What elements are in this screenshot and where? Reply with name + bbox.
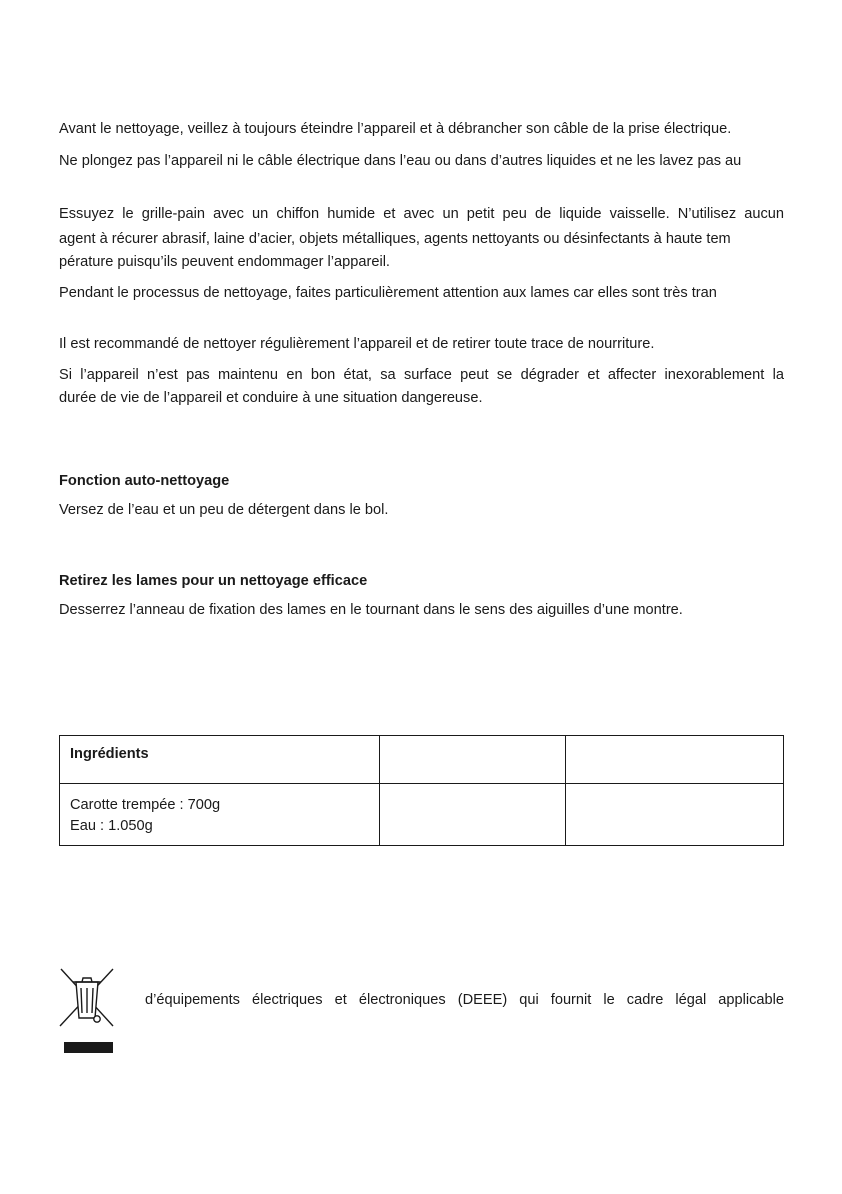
table-cell-empty [565,736,783,784]
cleaning-line-1: Avant le nettoyage, veillez à toujours éteindre l’appareil et à débrancher son câble de la prise électrique. [59,121,732,137]
weee-text: d’équipements électriques et électroniques (DEEE) qui fournit le cadre légal applicable [145,992,784,1008]
cleaning-line-3: Essuyez le grille-pain avec un chiffon humide et avec un petit peu de liquide vaisselle. N’utilisez aucun [59,206,784,222]
table-header-ingredients: Ingrédients [60,736,380,784]
blades-text: Desserrez l’anneau de fixation des lames en le tournant dans le sens des aiguilles d’une montre. [59,602,683,618]
table-cell-ingredients [60,784,380,846]
cleaning-line-2: Ne plongez pas l’appareil ni le câble électrique dans l’eau ou dans d’autres liquides et ne les lavez pas au [59,153,742,169]
table-cell-empty [565,784,783,846]
cleaning-line-9: durée de vie de l’appareil et conduire à une situation dangereuse. [59,390,483,406]
ingredient-carrot: Carotte trempée : 700g [70,797,221,813]
cleaning-line-7: Il est recommandé de nettoyer régulièrement l’appareil et de retirer toute trace de nourriture. [59,336,655,352]
table-cell-empty [380,784,565,846]
cleaning-line-8: Si l’appareil n’est pas maintenu en bon état, sa surface peut se dégrader et affecter inexorablement la [59,367,784,383]
cleaning-line-6: Pendant le processus de nettoyage, faites particulièrement attention aux lames car elles sont très tran [59,285,717,301]
table-row [60,784,784,846]
self-clean-heading: Fonction auto-nettoyage [59,473,230,489]
ingredient-water: Eau : 1.050g [70,818,153,834]
blades-heading: Retirez les lames pour un nettoyage efficace [59,573,368,589]
table-cell-empty [380,736,565,784]
crossed-out-wheelie-bin-icon [57,966,115,1054]
cleaning-line-4: agent à récurer abrasif, laine d’acier, objets métalliques, agents nettoyants ou désinfectants à haute tem [59,231,731,247]
self-clean-text: Versez de l’eau et un peu de détergent dans le bol. [59,502,389,518]
ingredients-table [59,735,784,846]
cleaning-line-5: pérature puisqu’ils peuvent endommager l’appareil. [59,254,390,270]
table-header-row [60,736,784,784]
